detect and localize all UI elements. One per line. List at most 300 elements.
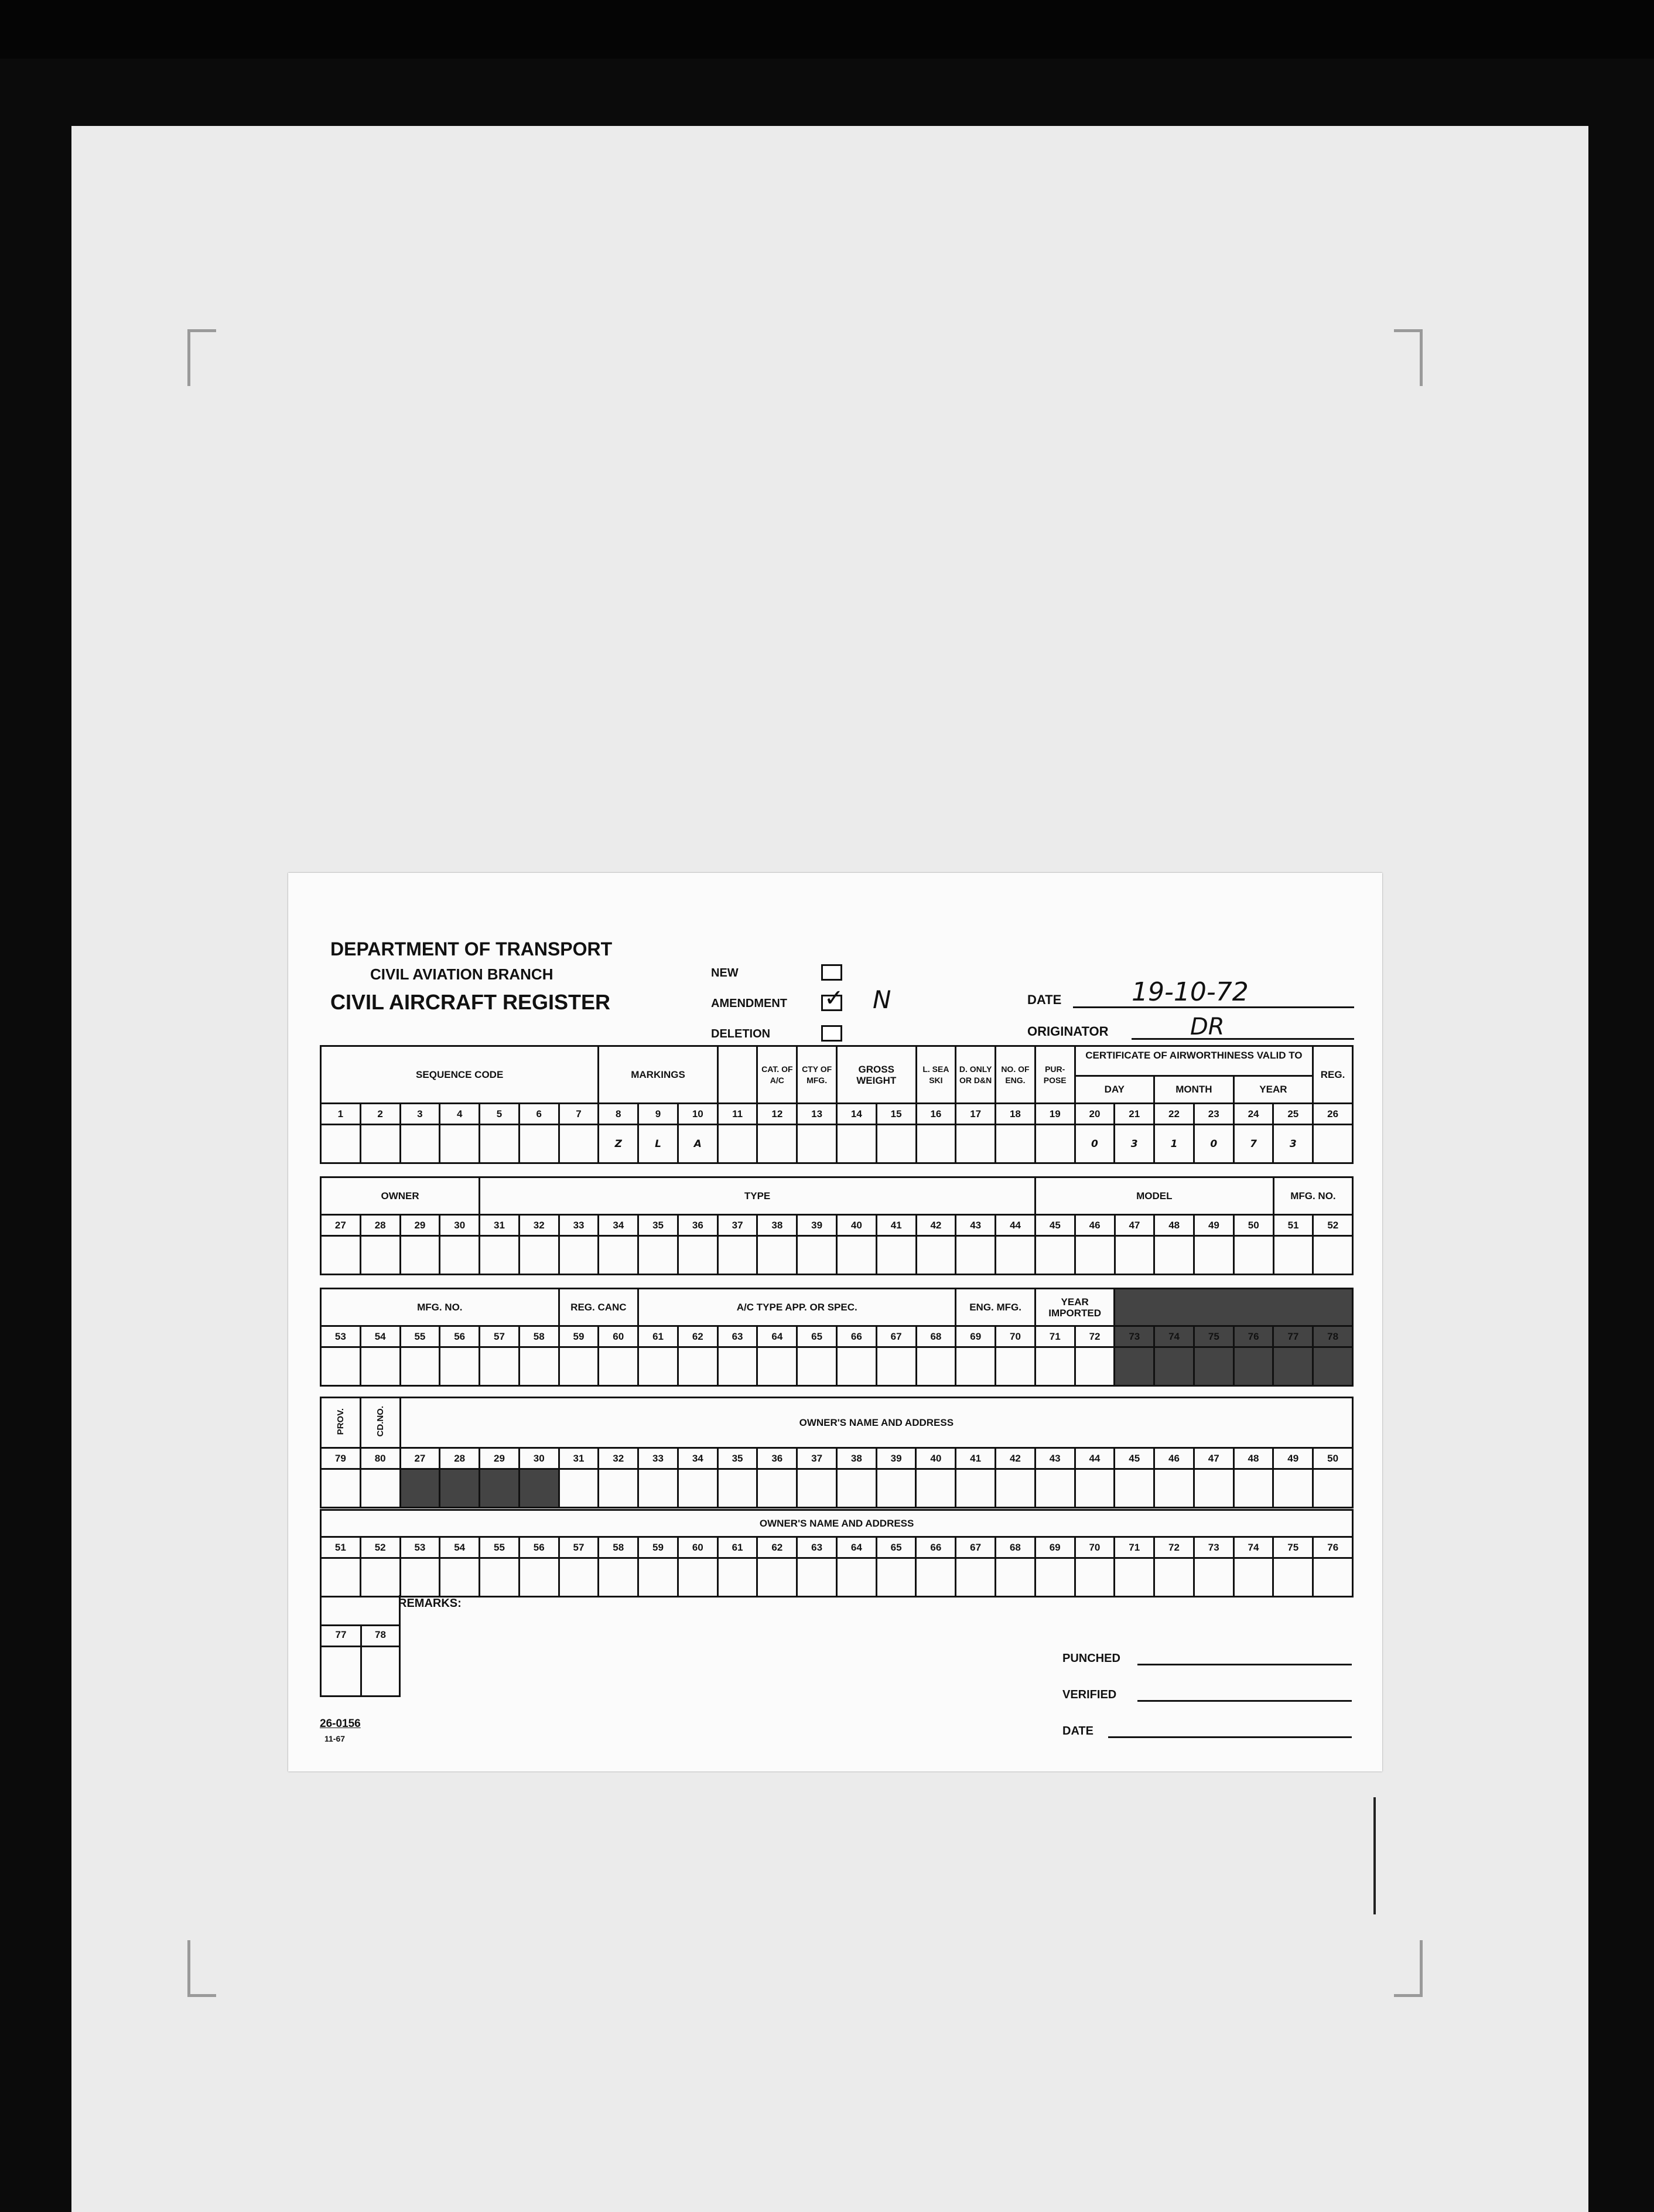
- certificate-title: CERTIFICATE OF AIRWORTHINESS VALID TO: [1076, 1047, 1313, 1077]
- footer-date-label: DATE: [1062, 1725, 1093, 1737]
- row4-col-number: 40: [916, 1448, 956, 1469]
- row3-col-number: 72: [1075, 1326, 1115, 1347]
- row1-entry-cell[interactable]: A: [678, 1125, 717, 1163]
- row2-col-number: 39: [797, 1215, 837, 1236]
- row2-entry-cell[interactable]: [559, 1236, 599, 1275]
- row3-entry-cell[interactable]: [678, 1347, 717, 1386]
- row5-entry-cell[interactable]: [638, 1558, 678, 1597]
- amendment-checkbox[interactable]: [821, 985, 844, 1012]
- row4-col-number: 30: [519, 1448, 559, 1469]
- row5-entry-cell[interactable]: [559, 1558, 599, 1597]
- row4-entry-cell[interactable]: [797, 1469, 837, 1508]
- row1-col-number: 13: [797, 1104, 837, 1125]
- row2-entry-cell[interactable]: [678, 1236, 717, 1275]
- row2-col-number: 49: [1194, 1215, 1234, 1236]
- row4-col-number: 35: [717, 1448, 757, 1469]
- row4-col-number: 43: [1035, 1448, 1075, 1469]
- row2-col-number: 34: [599, 1215, 638, 1236]
- row1-entry-cell[interactable]: 3: [1115, 1125, 1154, 1163]
- row1-col-number: 22: [1154, 1104, 1194, 1125]
- row3-col-number: 68: [916, 1326, 956, 1347]
- row1-entry-cell[interactable]: [440, 1125, 480, 1163]
- row1-entry-cell[interactable]: [956, 1125, 996, 1163]
- row2-entry-cell[interactable]: [400, 1236, 440, 1275]
- d-only-header: D. ONLY OR D&N: [956, 1046, 996, 1104]
- day-header: DAY: [1076, 1077, 1156, 1102]
- purpose-header: PUR-POSE: [1035, 1046, 1075, 1104]
- row3-entry-cell[interactable]: [1075, 1347, 1115, 1386]
- row3-entry-cell[interactable]: [400, 1347, 440, 1386]
- row1-col-number: 8: [599, 1104, 638, 1125]
- row5-entry-cell[interactable]: [440, 1558, 480, 1597]
- originator-value: DR: [1190, 1013, 1225, 1040]
- row1-col-number: 18: [996, 1104, 1036, 1125]
- month-header: MONTH: [1155, 1077, 1235, 1102]
- row3-entry-cell[interactable]: [1233, 1347, 1273, 1386]
- row5-col-number: 52: [360, 1537, 400, 1558]
- row5-col-number: 54: [440, 1537, 480, 1558]
- row2-entry-cell[interactable]: [1035, 1236, 1075, 1275]
- row4-entry-cell[interactable]: [678, 1469, 717, 1508]
- row5-entry-cell[interactable]: [1273, 1558, 1313, 1597]
- row1-col-number: 14: [836, 1104, 876, 1125]
- model-header: MODEL: [1035, 1177, 1273, 1215]
- row1-col-number: 10: [678, 1104, 717, 1125]
- row5-entry-cell[interactable]: [321, 1558, 361, 1597]
- row2-numbers: [321, 1215, 1353, 1236]
- row3-entry-cell[interactable]: [717, 1347, 757, 1386]
- row2-entry-cell[interactable]: [757, 1236, 797, 1275]
- date-label: DATE: [1027, 992, 1062, 1007]
- row3-col-number: 58: [519, 1326, 559, 1347]
- reg-header: REG.: [1313, 1046, 1353, 1104]
- row2-col-number: 40: [837, 1215, 877, 1236]
- row5-entry-cell[interactable]: [599, 1558, 638, 1597]
- row3-entry-cell[interactable]: [638, 1347, 678, 1386]
- row1-col-number: 6: [519, 1104, 559, 1125]
- row3-col-number: 75: [1194, 1326, 1233, 1347]
- row4-entry-cell[interactable]: [916, 1469, 956, 1508]
- row1-entry-cell[interactable]: L: [638, 1125, 678, 1163]
- row3-col-number: 70: [996, 1326, 1036, 1347]
- row4-entry-cell[interactable]: [1313, 1469, 1353, 1508]
- row4-col-number: 46: [1154, 1448, 1194, 1469]
- row3-entry-cell[interactable]: [559, 1347, 599, 1386]
- form-title: CIVIL AIRCRAFT REGISTER: [330, 990, 611, 1014]
- row4-entry-cell[interactable]: [1115, 1469, 1154, 1508]
- row5-col-number: 68: [996, 1537, 1036, 1558]
- row5-col-number: 59: [638, 1537, 678, 1558]
- row3-col-number: 67: [876, 1326, 916, 1347]
- row5-col-number: 58: [599, 1537, 638, 1558]
- row4-col-number: 45: [1115, 1448, 1154, 1469]
- row5-col-number: 74: [1233, 1537, 1273, 1558]
- row2-entry-cell[interactable]: [837, 1236, 877, 1275]
- row5-col-number: 76: [1313, 1537, 1353, 1558]
- certificate-header: [1075, 1046, 1313, 1104]
- gross-weight-header: GROSS WEIGHT: [836, 1046, 916, 1104]
- row2-col-number: 28: [360, 1215, 400, 1236]
- row5-entry-cell[interactable]: [836, 1558, 876, 1597]
- row3-col-number: 61: [638, 1326, 678, 1347]
- row4-col-number: 80: [360, 1448, 400, 1469]
- row3-col-number: 63: [717, 1326, 757, 1347]
- cd-no-header: [360, 1398, 400, 1448]
- row4-col-number: 37: [797, 1448, 837, 1469]
- row4-col-number: 39: [876, 1448, 916, 1469]
- row5-entry-cell[interactable]: [996, 1558, 1036, 1597]
- year-header: YEAR: [1259, 1083, 1287, 1095]
- row3-entry-cell[interactable]: [757, 1347, 797, 1386]
- row1-col-number: 24: [1233, 1104, 1273, 1125]
- row5-col-number: 64: [836, 1537, 876, 1558]
- row5-col-number: 60: [678, 1537, 717, 1558]
- row4-entry-cell[interactable]: [717, 1469, 757, 1508]
- row1-table: [320, 1045, 1354, 1164]
- row2-col-number: 36: [678, 1215, 717, 1236]
- row4-numbers: [321, 1448, 1353, 1469]
- row1-entry-cell[interactable]: [519, 1125, 559, 1163]
- row4-entry-cell[interactable]: [1075, 1469, 1115, 1508]
- row5-entry-cell[interactable]: [519, 1558, 559, 1597]
- row5-entry-cell[interactable]: [797, 1558, 837, 1597]
- row5-entry-cell[interactable]: [757, 1558, 797, 1597]
- row4-col-number: 33: [638, 1448, 678, 1469]
- owner-name-header: OWNER'S NAME AND ADDRESS: [400, 1398, 1353, 1448]
- row2-entry-cell[interactable]: [638, 1236, 678, 1275]
- row1-entry-cell[interactable]: [400, 1125, 440, 1163]
- row2-entry-cell[interactable]: [321, 1236, 361, 1275]
- row4-entry-cell[interactable]: [440, 1469, 480, 1508]
- row3-table: [320, 1288, 1354, 1387]
- row2-entry-cell[interactable]: [1075, 1236, 1115, 1275]
- row1-col-number: 1: [321, 1104, 361, 1125]
- row4-entry-cell[interactable]: [1154, 1469, 1194, 1508]
- row4-col-number: 48: [1233, 1448, 1273, 1469]
- row4-col-number: 29: [480, 1448, 520, 1469]
- row1-entry-cell[interactable]: [836, 1125, 876, 1163]
- crop-mark-top-right: [1394, 329, 1423, 386]
- remarks-label: REMARKS:: [398, 1597, 462, 1610]
- row5-numbers: [321, 1537, 1353, 1558]
- row3-col-number: 73: [1115, 1326, 1154, 1347]
- row2-entry-cell[interactable]: [519, 1236, 559, 1275]
- row3-entry-cell[interactable]: [1115, 1347, 1154, 1386]
- row4-entry-cell[interactable]: [559, 1469, 599, 1508]
- date-value: 19-10-72: [1132, 977, 1249, 1007]
- row1-entry-cell[interactable]: [360, 1125, 400, 1163]
- cd-no-label: CD.NO.: [375, 1406, 385, 1437]
- eng-mfg-header: ENG. MFG.: [956, 1289, 1036, 1326]
- row2-col-number: 43: [956, 1215, 996, 1236]
- row1-col-number: 2: [360, 1104, 400, 1125]
- row4-entry-cell[interactable]: [321, 1469, 361, 1508]
- scan-top-border: [0, 0, 1654, 59]
- row4-entry-cell[interactable]: [1273, 1469, 1313, 1508]
- row1-entry-cell[interactable]: 3: [1273, 1125, 1313, 1163]
- row5-entry-cell[interactable]: [1035, 1558, 1075, 1597]
- l-sea-ski-header: L. SEA SKI: [916, 1046, 956, 1104]
- row5-entry-cell[interactable]: [1154, 1558, 1194, 1597]
- row2-entry-cell[interactable]: [916, 1236, 956, 1275]
- row1-entry-cell[interactable]: 7: [1233, 1125, 1273, 1163]
- row2-entry-cell[interactable]: [876, 1236, 916, 1275]
- row1-col-number: 9: [638, 1104, 678, 1125]
- row3-col-number: 76: [1233, 1326, 1273, 1347]
- prov-header: [321, 1398, 361, 1448]
- row2-col-number: 38: [757, 1215, 797, 1236]
- row1-col-number: 23: [1194, 1104, 1233, 1125]
- row5-col-number: 51: [321, 1537, 361, 1558]
- register-form-card: [288, 873, 1382, 1771]
- year-imported-header: YEAR IMPORTED: [1035, 1289, 1115, 1326]
- shaded-block: [1115, 1289, 1353, 1326]
- row4-entry-cell[interactable]: [757, 1469, 797, 1508]
- new-checkbox[interactable]: [821, 964, 842, 981]
- row5-entry-cell[interactable]: [956, 1558, 996, 1597]
- row1-entry-cell[interactable]: 1: [1154, 1125, 1194, 1163]
- row1-col-number: 15: [876, 1104, 916, 1125]
- row4-table: [320, 1397, 1354, 1508]
- row3-entry-cell[interactable]: [1313, 1347, 1353, 1386]
- row4-entry-cell[interactable]: [836, 1469, 876, 1508]
- row2-entry-cell[interactable]: [717, 1236, 757, 1275]
- row5-entry-cell[interactable]: [1313, 1558, 1353, 1597]
- cat-header: CAT. OF A/C: [757, 1046, 797, 1104]
- row1-entry-cell[interactable]: [321, 1125, 361, 1163]
- row3-entry-cell[interactable]: [519, 1347, 559, 1386]
- row3-entry-cell[interactable]: [916, 1347, 956, 1386]
- row1-col-number: 26: [1313, 1104, 1353, 1125]
- row4-entry-cell[interactable]: [519, 1469, 559, 1508]
- row1-entry-cell[interactable]: [876, 1125, 916, 1163]
- row2-col-number: 46: [1075, 1215, 1115, 1236]
- row1-entry-cell[interactable]: [1313, 1125, 1353, 1163]
- row2-col-number: 35: [638, 1215, 678, 1236]
- row3-entry-cell[interactable]: [1035, 1347, 1075, 1386]
- row5-entry-cell[interactable]: [360, 1558, 400, 1597]
- row1-col-number: 19: [1035, 1104, 1075, 1125]
- mfg-no-header: MFG. NO.: [1273, 1177, 1353, 1215]
- row4-col-number: 32: [599, 1448, 638, 1469]
- ac-type-header: A/C TYPE APP. OR SPEC.: [638, 1289, 956, 1326]
- row2-entry-cell[interactable]: [1233, 1236, 1273, 1275]
- row5-entry-cell[interactable]: [480, 1558, 520, 1597]
- row2-col-number: 47: [1115, 1215, 1154, 1236]
- row4-entry-cell[interactable]: [599, 1469, 638, 1508]
- crop-mark-bottom-left: [187, 1940, 216, 1997]
- row4-entry-cell[interactable]: [1035, 1469, 1075, 1508]
- row3-entry-cell[interactable]: [876, 1347, 916, 1386]
- row3-col-number: 74: [1154, 1326, 1194, 1347]
- row3-col-number: 59: [559, 1326, 599, 1347]
- originator-line: [1132, 1038, 1354, 1040]
- row3-entry-cell[interactable]: [440, 1347, 480, 1386]
- crop-mark-top-left: [187, 329, 216, 386]
- row5-entry-cell[interactable]: [1194, 1558, 1233, 1597]
- row1-entry-cell[interactable]: [757, 1125, 797, 1163]
- row4-col-number: 42: [996, 1448, 1036, 1469]
- row4-entry-cell[interactable]: [876, 1469, 916, 1508]
- row2-entry-cell[interactable]: [440, 1236, 480, 1275]
- row2-col-number: 45: [1035, 1215, 1075, 1236]
- branch-title: CIVIL AVIATION BRANCH: [370, 965, 553, 983]
- row5-entry-cell[interactable]: [1115, 1558, 1154, 1597]
- row3-entry-cell[interactable]: [996, 1347, 1036, 1386]
- row1-col-number: 11: [717, 1104, 757, 1125]
- punched-label: PUNCHED: [1062, 1652, 1120, 1665]
- originator-label: ORIGINATOR: [1027, 1024, 1109, 1039]
- row4-col-number: 31: [559, 1448, 599, 1469]
- row5-entry-cell[interactable]: [717, 1558, 757, 1597]
- row3-col-number: 69: [956, 1326, 996, 1347]
- row2-col-number: 52: [1313, 1215, 1353, 1236]
- row1-col-number: 21: [1115, 1104, 1154, 1125]
- row2-col-number: 33: [559, 1215, 599, 1236]
- row3-entry-cell[interactable]: [480, 1347, 520, 1386]
- row1-entry-cell[interactable]: [996, 1125, 1036, 1163]
- row2-col-number: 44: [996, 1215, 1036, 1236]
- row3-entries: [321, 1347, 1353, 1386]
- row4-entry-cell[interactable]: [480, 1469, 520, 1508]
- row4-col-number: 36: [757, 1448, 797, 1469]
- row5-entry-cell[interactable]: [916, 1558, 956, 1597]
- row2-entry-cell[interactable]: [1313, 1236, 1353, 1275]
- row2-entry-cell[interactable]: [996, 1236, 1036, 1275]
- row3-entry-cell[interactable]: [1194, 1347, 1233, 1386]
- row2-entry-cell[interactable]: [1154, 1236, 1194, 1275]
- department-title: DEPARTMENT OF TRANSPORT: [330, 938, 613, 960]
- amendment-label: AMENDMENT: [711, 997, 787, 1010]
- row4-entry-cell[interactable]: [638, 1469, 678, 1508]
- row1-col-number: 12: [757, 1104, 797, 1125]
- crop-mark-bottom-right: [1394, 1940, 1423, 1997]
- row2-entry-cell[interactable]: [956, 1236, 996, 1275]
- owner-name-header-2: OWNER'S NAME AND ADDRESS: [321, 1510, 1353, 1537]
- col78-label: 78: [375, 1629, 386, 1640]
- markings-header: MARKINGS: [599, 1046, 717, 1104]
- row2-entry-cell[interactable]: [1115, 1236, 1154, 1275]
- row1-entry-cell[interactable]: [1035, 1125, 1075, 1163]
- row4-entry-cell[interactable]: [996, 1469, 1036, 1508]
- row5-entry-cell[interactable]: [1233, 1558, 1273, 1597]
- row3-col-number: 55: [400, 1326, 440, 1347]
- row5-entry-cell[interactable]: [1075, 1558, 1115, 1597]
- row3-entry-cell[interactable]: [1154, 1347, 1194, 1386]
- row2-entry-cell[interactable]: [480, 1236, 520, 1275]
- row4-entry-cell[interactable]: [400, 1469, 440, 1508]
- row5-entry-cell[interactable]: [400, 1558, 440, 1597]
- row5-col-number: 72: [1154, 1537, 1194, 1558]
- reg-canc-header: REG. CANC: [559, 1289, 638, 1326]
- row3-entry-cell[interactable]: [321, 1347, 361, 1386]
- row4-col-number: 27: [400, 1448, 440, 1469]
- row1-entry-cell[interactable]: 0: [1194, 1125, 1233, 1163]
- row4-entry-cell[interactable]: [1233, 1469, 1273, 1508]
- row1-entries: [321, 1125, 1353, 1163]
- row1-col-number: 16: [916, 1104, 956, 1125]
- form-revision: 11-67: [324, 1734, 346, 1743]
- row1-entry-cell[interactable]: [797, 1125, 837, 1163]
- row1-entry-cell[interactable]: [480, 1125, 520, 1163]
- row5-entries: [321, 1558, 1353, 1597]
- row3-col-number: 65: [797, 1326, 837, 1347]
- row4-col-number: 41: [956, 1448, 996, 1469]
- row4-entries: [321, 1469, 1353, 1508]
- row2-col-number: 32: [519, 1215, 559, 1236]
- row4-col-number: 47: [1194, 1448, 1233, 1469]
- row2-col-number: 48: [1154, 1215, 1194, 1236]
- row2-col-number: 29: [400, 1215, 440, 1236]
- row2-entry-cell[interactable]: [1194, 1236, 1234, 1275]
- row4-entry-cell[interactable]: [1194, 1469, 1233, 1508]
- deletion-checkbox[interactable]: [821, 1025, 842, 1042]
- row5-entry-cell[interactable]: [678, 1558, 717, 1597]
- row2-entry-cell[interactable]: [797, 1236, 837, 1275]
- owner-header: OWNER: [321, 1177, 480, 1215]
- footer-date-line: [1108, 1736, 1352, 1738]
- row5-col-number: 62: [757, 1537, 797, 1558]
- row1-col-number: 25: [1273, 1104, 1313, 1125]
- deletion-label: DELETION: [711, 1028, 771, 1040]
- col77-label: 77: [335, 1629, 347, 1640]
- row2-entry-cell[interactable]: [599, 1236, 638, 1275]
- verified-label: VERIFIED: [1062, 1688, 1117, 1701]
- row3-entry-cell[interactable]: [797, 1347, 837, 1386]
- row3-entry-cell[interactable]: [1273, 1347, 1313, 1386]
- row5-col-number: 56: [519, 1537, 559, 1558]
- row5-col-number: 69: [1035, 1537, 1075, 1558]
- row1-entry-cell[interactable]: 0: [1075, 1125, 1115, 1163]
- row3-entry-cell[interactable]: [599, 1347, 638, 1386]
- prov-label: PROV.: [335, 1408, 346, 1435]
- row1-entry-cell[interactable]: [559, 1125, 599, 1163]
- row5-col-number: 70: [1075, 1537, 1115, 1558]
- row5-col-number: 61: [717, 1537, 757, 1558]
- row4-col-number: 49: [1273, 1448, 1313, 1469]
- row4-col-number: 28: [440, 1448, 480, 1469]
- form-number: 26-0156: [320, 1718, 361, 1730]
- row4-col-number: 79: [321, 1448, 361, 1469]
- row2-col-number: 50: [1233, 1215, 1273, 1236]
- new-label: NEW: [711, 967, 739, 979]
- no-eng-header: NO. OF ENG.: [996, 1046, 1036, 1104]
- row1-entry-cell[interactable]: [916, 1125, 956, 1163]
- row5-col-number: 66: [916, 1537, 956, 1558]
- row5-col-number: 67: [956, 1537, 996, 1558]
- scan-edge-line: [1373, 1797, 1376, 1914]
- row1-entry-cell[interactable]: [717, 1125, 757, 1163]
- row3-col-number: 60: [599, 1326, 638, 1347]
- row4-col-number: 44: [1075, 1448, 1115, 1469]
- cty-header: CTY OF MFG.: [797, 1046, 837, 1104]
- row5-entry-cell[interactable]: [876, 1558, 916, 1597]
- row5-col-number: 57: [559, 1537, 599, 1558]
- row1-col-number: 4: [440, 1104, 480, 1125]
- row4-entry-cell[interactable]: [956, 1469, 996, 1508]
- row2-entry-cell[interactable]: [360, 1236, 400, 1275]
- row3-entry-cell[interactable]: [956, 1347, 996, 1386]
- row2-entry-cell[interactable]: [1273, 1236, 1313, 1275]
- row3-col-number: 78: [1313, 1326, 1353, 1347]
- row2-col-number: 37: [717, 1215, 757, 1236]
- row3-entry-cell[interactable]: [836, 1347, 876, 1386]
- row2-col-number: 31: [480, 1215, 520, 1236]
- row4-entry-cell[interactable]: [360, 1469, 400, 1508]
- row1-entry-cell[interactable]: Z: [599, 1125, 638, 1163]
- row4-col-number: 34: [678, 1448, 717, 1469]
- row3-entry-cell[interactable]: [360, 1347, 400, 1386]
